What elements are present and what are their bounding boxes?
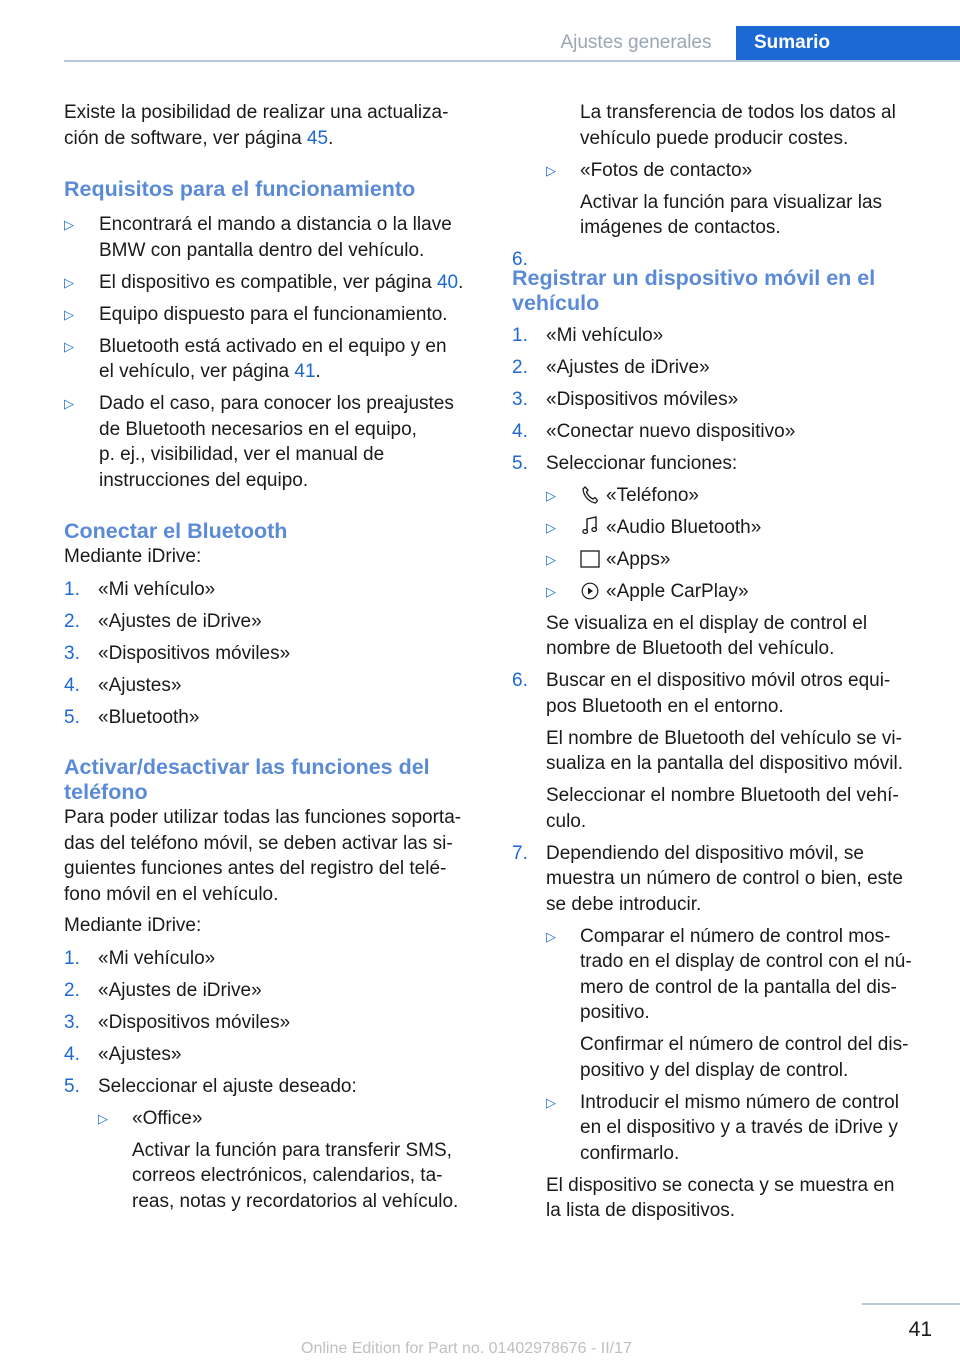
page-link-41[interactable]: 41 [294,361,316,382]
visualiza-note: Se visualiza en el display de control el nombre de Bluetooth del vehículo. [546,612,868,659]
triangle-bullet-icon: ▷ [546,551,556,567]
office-description: Activar la función para transferir SMS, correos electrónicos, calendarios, ta‐ reas, notas y recordatorios al vehículo. [132,1139,459,1212]
phone-icon [580,483,600,509]
header-divider [64,60,960,62]
option-fotos: ▷ «Fotos de contacto» Activar la función para visualizar las imágenes de contactos. [546,158,932,241]
office-cost-note: La transferencia de todos los datos al vehículo puede producir costes. [580,102,896,149]
list-item: ▷ Encontrará el mando a distancia o la llave BMW con pantalla dentro del vehículo. [64,214,452,261]
triangle-bullet-icon: ▷ [64,338,74,354]
heading-activar: Activar/desactivar las funciones del teléfono [64,755,430,804]
function-audio: ▷ «Audio Bluetooth» [546,515,932,541]
left-column [64,100,480,1214]
triangle-bullet-icon: ▷ [546,928,556,944]
registrar-steps [512,323,932,1224]
triangle-bullet-icon: ▷ [546,583,556,599]
right-column: La transferencia de todos los datos al vehículo puede producir costes. ▷ «Fotos de contacto» Activar la función para visualizar las imágenes de contactos. 6. Registrar un dispositivo móvil en el vehículo 1. «Mi vehículo» 2. «Ajustes de iDrive» 3. «Dispositivos móviles» 4. «Conectar nuevo dispositivo» 5. Seleccionar funciones: ▷ «Teléfono» ▷ «Audio Bluetooth» ▷ «Apps» ▷ «Apple CarPlay» Se visualiza en el display de control el nombre de Bluetooth del vehículo. 6. Buscar en el dispositivo móvil otros equi‐ pos Bluetooth en el entorno. El nombre de Bluetooth del vehículo se vi‐ sualiza en la pantalla del dispositivo móvil. Seleccionar el nombre Bluetooth del vehí‐ culo. 7. Dependiendo del dispositivo móvil, se muestra un número de control o bien, este se debe introducir. ▷ Comparar el número de control mos‐ trado en el display de control con el nú‐ mero de control de la pantalla del dis‐ positivo. Confirmar el número de control del dis‐ positivo y del display de control. ▷ Introducir el mismo número de control en el dispositivo y a través de iDrive y confirmarlo. El dispositivo se conecta y se muestra en la lista de dispositivos. [512,100,932,1224]
activar-paragraph: Para poder utilizar todas las funciones soporta‐ das del teléfono móvil, se deben activar las si‐ guientes funciones antes del registro del telé‐ fono móvil en el vehículo. [64,807,462,905]
triangle-bullet-icon: ▷ [546,487,556,503]
function-telefono: ▷ «Teléfono» [546,483,932,509]
functions-list [512,483,932,605]
step6-note-2: Seleccionar el nombre Bluetooth del vehí‐ culo. [546,785,899,832]
triangle-bullet-icon: ▷ [64,274,74,290]
music-note-icon [580,515,600,541]
triangle-bullet-icon: ▷ [98,1110,108,1126]
step-item: 2. «Ajustes de iDrive» [64,610,262,632]
page-number: 41 [908,1318,932,1341]
activar-steps [64,946,480,1215]
fotos-description: Activar la función para visualizar las imágenes de contactos. [580,191,883,238]
carplay-icon [580,579,600,605]
heading-conectar: Conectar el Bluetooth [64,519,288,543]
confirmar-note: Confirmar el número de control del dis‐ positivo y del display de control. [580,1034,909,1081]
step6-note-1: El nombre de Bluetooth del vehículo se vi‐ sualiza en la pantalla del dispositivo móvil. [546,727,903,774]
step-item: 3. «Dispositivos móviles» [64,642,291,664]
step-item: 1. «Mi vehículo» [64,578,216,600]
step-item: 5. Seleccionar el ajuste deseado: [64,1075,357,1097]
step-item: 2. «Ajustes de iDrive» [64,979,262,1001]
function-carplay: ▷ «Apple CarPlay» [546,579,932,605]
setting-options [64,1106,480,1215]
step-item: 4. «Ajustes» [64,1043,182,1065]
triangle-bullet-icon: ▷ [546,519,556,535]
mediante-idrive: Mediante iDrive: [64,546,202,567]
step-item: 1. «Mi vehículo» [64,947,216,969]
step-item: 5. Seleccionar funciones: [512,452,738,474]
list-item: ▷ Bluetooth está activado en el equipo y en el vehículo, ver página 41. [64,335,447,382]
page-link-40[interactable]: 40 [436,271,459,293]
final-note: El dispositivo se conecta y se muestra en la lista de dispositivos. [546,1174,895,1221]
triangle-bullet-icon: ▷ [64,306,74,322]
step-item: 7. Dependiendo del dispositivo móvil, se muestra un número de control o bien, este se debe introducir. [512,842,903,915]
header-tab-sumario[interactable]: Sumario [736,26,960,60]
step-item: 6. Buscar en el dispositivo móvil otros equi‐ pos Bluetooth en el entorno. [512,670,891,717]
apps-icon [580,547,600,573]
step-item: 4. «Ajustes» [64,674,182,696]
step-item: 2. «Ajustes de iDrive» [512,356,710,378]
step-item: 4. «Conectar nuevo dispositivo» [512,420,796,442]
step-item: 1. «Mi vehículo» [512,324,664,346]
heading-requisitos: Requisitos para el funcionamiento [64,177,416,201]
conectar-steps [64,577,480,731]
requirements-list [64,212,480,493]
header-section-link[interactable]: Ajustes generales [560,32,712,53]
step-item: 3. «Dispositivos móviles» [64,1011,291,1033]
list-item: ▷ Equipo dispuesto para el funcionamiento. [64,302,480,328]
step7-options [512,924,932,1167]
fotos-option-wrap [512,158,932,241]
option-comparar: ▷ Comparar el número de control mos‐ trado en el display de control con el nú‐ mero de control de la pantalla del dis‐ positivo. Confirmar el número de control del dis‐ positivo y del display de control. [546,924,932,1084]
list-item: ▷ El dispositivo es compatible, ver página 40. [64,270,480,296]
triangle-bullet-icon: ▷ [64,396,74,411]
triangle-bullet-icon: ▷ [546,162,556,178]
mediante-idrive: Mediante iDrive: [64,915,202,936]
option-introducir: ▷ Introducir el mismo número de control en el dispositivo y a través de iDrive y confirmarlo. [546,1091,899,1164]
option-office: ▷ «Office» Activar la función para transferir SMS, correos electrónicos, calendarios, ta‐ reas, notas y recordatorios al vehículo. [98,1106,480,1215]
function-apps: ▷ «Apps» [546,547,932,573]
heading-registrar: Registrar un dispositivo móvil en el vehículo [512,265,876,315]
triangle-bullet-icon: ▷ [546,1094,556,1110]
triangle-bullet-icon: ▷ [64,217,74,232]
footer-divider [862,1303,960,1305]
step-item: 5. «Bluetooth» [64,706,200,728]
list-item: ▷ Dado el caso, para conocer los preajustes de Bluetooth necesarios en el equipo, p. ej., visibilidad, ver el manual de instrucciones del equipo. [64,393,454,491]
intro-paragraph: Existe la posibilidad de realizar una actualiza‐ ción de software, ver página 45. [64,102,449,149]
step-item: 3. «Dispositivos móviles» [512,388,739,410]
page-link-45[interactable]: 45 [306,127,329,149]
